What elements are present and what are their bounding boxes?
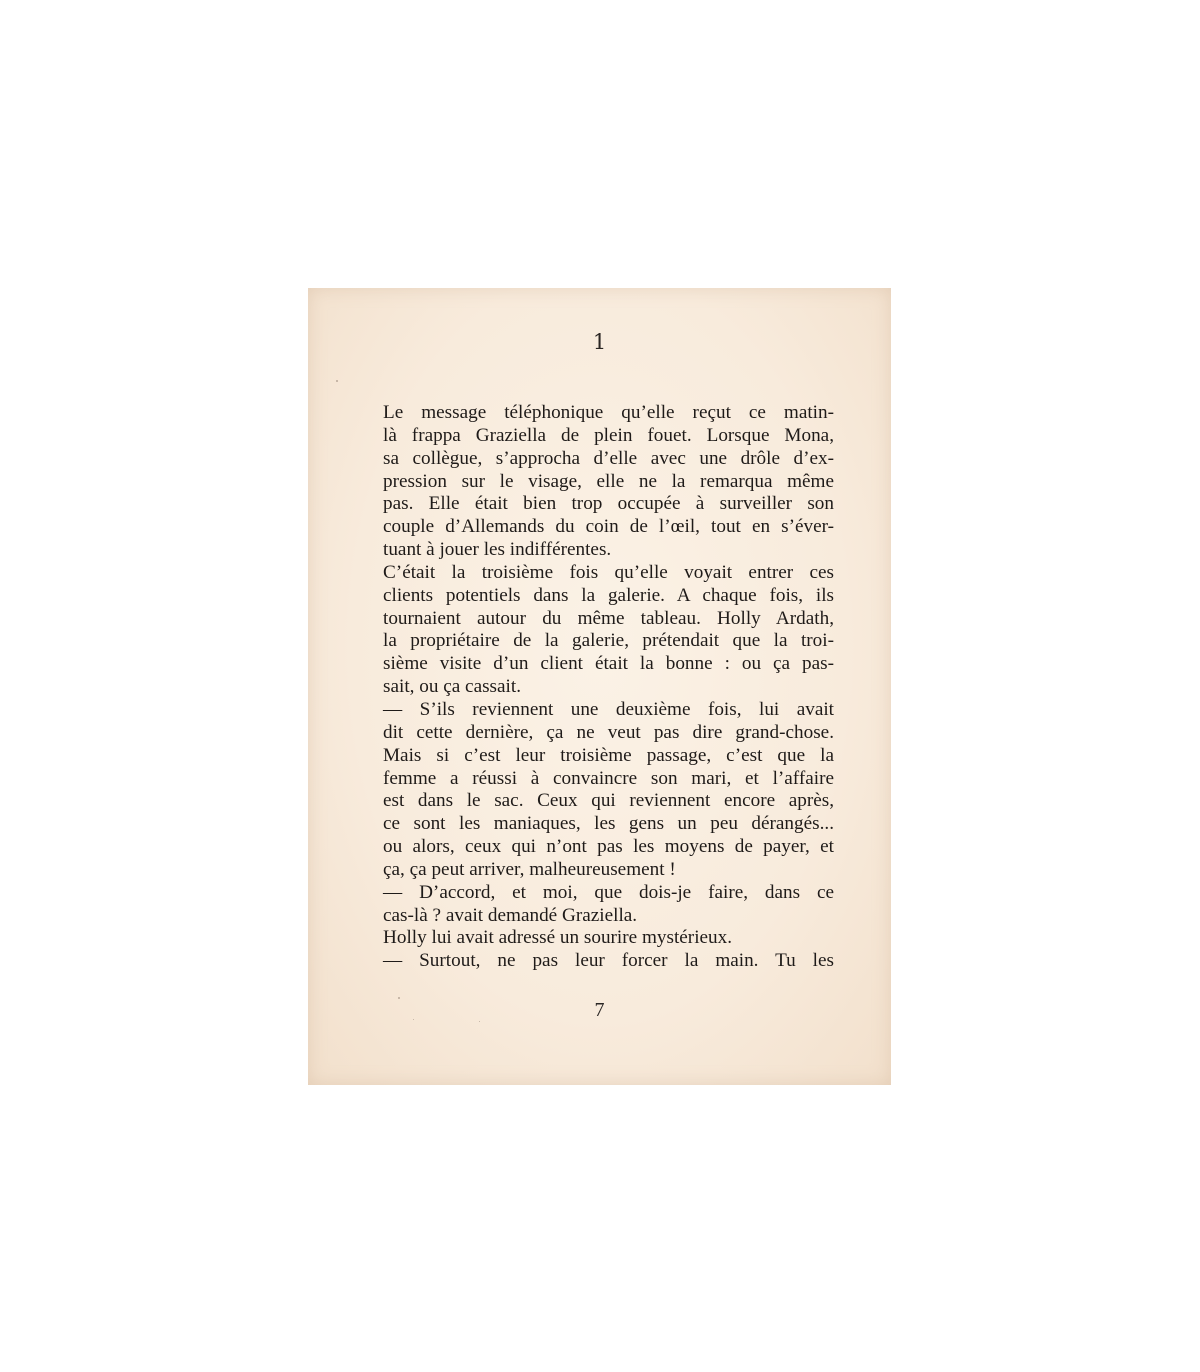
text-line: là frappa Graziella de plein fouet. Lorsque Mona, <box>383 424 834 446</box>
text-line: femme a réussi à convaincre son mari, et l’affaire <box>383 767 834 789</box>
text-line: cas-là ? avait demandé Graziella. <box>383 904 638 926</box>
text-line: C’était la troisième fois qu’elle voyait entrer ces <box>383 561 834 583</box>
text-line: sa collègue, s’approcha d’elle avec une drôle d’ex- <box>383 447 834 469</box>
paper-speck <box>479 1021 480 1022</box>
paper-speck <box>398 997 400 999</box>
text-line: clients potentiels dans la galerie. A chaque fois, ils <box>383 584 834 606</box>
body-text <box>383 402 834 973</box>
text-line: sième visite d’un client était la bonne : ou ça pas- <box>383 653 834 675</box>
paper-speck <box>336 380 338 382</box>
text-line: couple d’Allemands du coin de l’œil, tout en s’éver- <box>383 516 834 538</box>
text-line: dit cette dernière, ça ne veut pas dire grand-chose. <box>383 721 834 743</box>
text-line: la propriétaire de la galerie, prétendait que la troi- <box>383 630 834 652</box>
chapter-number: 1 <box>592 330 607 354</box>
text-line: est dans le sac. Ceux qui reviennent encore après, <box>383 790 834 812</box>
text-line: ou alors, ceux qui n’ont pas les moyens de payer, et <box>383 836 834 858</box>
text-line: pression sur le visage, elle ne la remarqua même <box>383 470 834 492</box>
text-line: tuant à jouer les indifférentes. <box>383 539 612 561</box>
text-line: Holly lui avait adressé un sourire mystérieux. <box>383 927 733 949</box>
book-page <box>308 288 891 1085</box>
text-line: Le message téléphonique qu’elle reçut ce matin- <box>383 402 834 423</box>
text-line: ça, ça peut arriver, malheureusement ! <box>383 858 676 880</box>
text-line: sait, ou ça cassait. <box>383 676 521 698</box>
text-line: pas. Elle était bien trop occupée à surveiller son <box>383 493 834 515</box>
page-number: 7 <box>594 999 605 1021</box>
text-line: tournaient autour du même tableau. Holly Ardath, <box>383 607 834 629</box>
paper-speck <box>413 1019 414 1020</box>
text-line: — S’ils reviennent une deuxième fois, lui avait <box>383 698 834 720</box>
text-line: — D’accord, et moi, que dois-je faire, dans ce <box>383 881 834 903</box>
text-line: — Surtout, ne pas leur forcer la main. Tu les <box>383 950 834 972</box>
text-line: Mais si c’est leur troisième passage, c’est que la <box>383 744 834 766</box>
text-line: ce sont les maniaques, les gens un peu dérangés... <box>383 813 834 835</box>
